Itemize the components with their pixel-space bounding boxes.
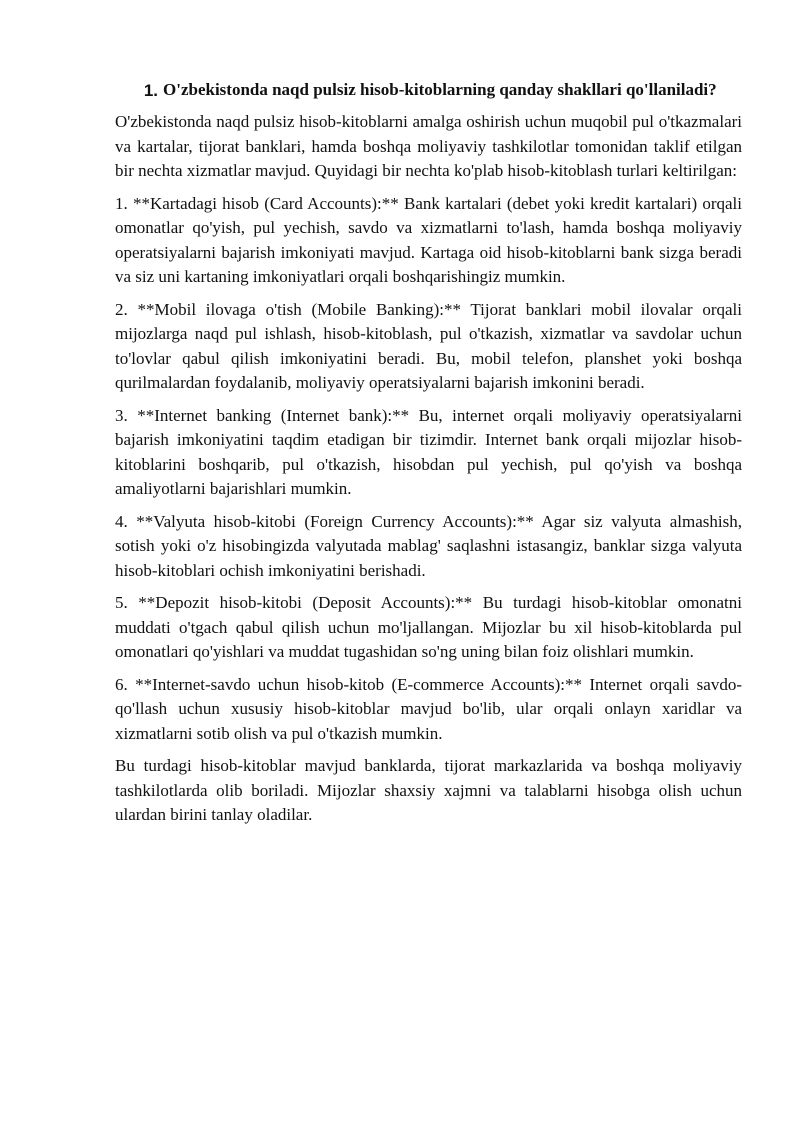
heading-number: 1.: [143, 81, 158, 100]
paragraph-card-accounts: 1. **Kartadagi hisob (Card Accounts):** Bank kartalari (debet yoki kredit kartalari) orqali omonatlar qo'yish, pul yechish, savdo va xizmatlarni to'lash, hamda boshqa moliyaviy operatsiyalarni bajarish imkoniyati mavjud. Kartaga oid hisob-kitoblarni bank sizga beradi va siz uni kartaning imkoniyatlari orqali boshqarishingiz mumkin.: [115, 193, 742, 286]
document-page: [115, 77, 742, 836]
paragraph-foreign-currency: 4. **Valyuta hisob-kitobi (Foreign Currency Accounts):** Agar siz valyuta almashish, sotish yoki o'z hisobingizda valyutada mablag' saqlashni istasangiz, banklar sizga valyuta hisob-kitoblari ochish imkoniyatini berishadi.: [115, 511, 742, 580]
paragraph-internet-banking: 3. **Internet banking (Internet bank):** Bu, internet orqali moliyaviy operatsiyalarni bajarish imkoniyatini taqdim etadigan bir tizimdir. Internet bank orqali mijozlar hisob-kitoblarini boshqarib, pul o'tkazish, hisobdan pul yechish, pul qo'yish va boshqa amaliyotlarni bajarishlari mumkin.: [115, 405, 742, 498]
paragraph-mobile-banking: 2. **Mobil ilovaga o'tish (Mobile Banking):** Tijorat banklari mobil ilovalar orqali mijozlarga naqd pul ishlash, hisob-kitoblash, pul o'tkazish, xizmatlar va savdolar uchun to'lovlar qabul qilish imkoniyatini beradi. Bu, mobil telefon, planshet yoki boshqa qurilmalardan foydalanib, moliyaviy operatsiyalarni bajarish imkonini beradi.: [115, 299, 742, 392]
intro-paragraph: O'zbekistonda naqd pulsiz hisob-kitoblarni amalga oshirish uchun muqobil pul o'tkazmalari va kartalar, tijorat banklari, hamda boshqa moliyaviy tashkilotlar tomonidan taklif etilgan bir nechta xizmatlar mavjud. Quyidagi bir nechta ko'plab hisob-kitoblash turlari keltirilgan:: [115, 112, 742, 180]
heading-text: O'zbekistonda naqd pulsiz hisob-kitoblarning qanday shakllari qo'llaniladi?: [163, 80, 717, 99]
paragraph-deposit-accounts: 5. **Depozit hisob-kitobi (Deposit Accounts):** Bu turdagi hisob-kitoblar omonatni muddati o'tgach qabul qilish uchun mo'ljallangan. Mijozlar bu xil hisob-kitoblarda pul omonatlari qo'yishlari va muddat tugashidan so'ng uning bilan foiz olishlari mumkin.: [115, 593, 742, 661]
question-heading: [115, 77, 742, 103]
paragraph-ecommerce-accounts: 6. **Internet-savdo uchun hisob-kitob (E-commerce Accounts):** Internet orqali savdo-qo'llash uchun xususiy hisob-kitoblar mavjud bo'lib, ular orqali onlayn xaridlar va xizmatlarni sotib olish va pul o'tkazish mumkin.: [115, 674, 742, 743]
conclusion-paragraph: Bu turdagi hisob-kitoblar mavjud banklarda, tijorat markazlarida va boshqa moliyaviy tashkilotlarda olib boriladi. Mijozlar shaxsiy xajmni va talablarni hisobga olish uchun ulardan birini tanlay oladilar.: [115, 756, 742, 824]
